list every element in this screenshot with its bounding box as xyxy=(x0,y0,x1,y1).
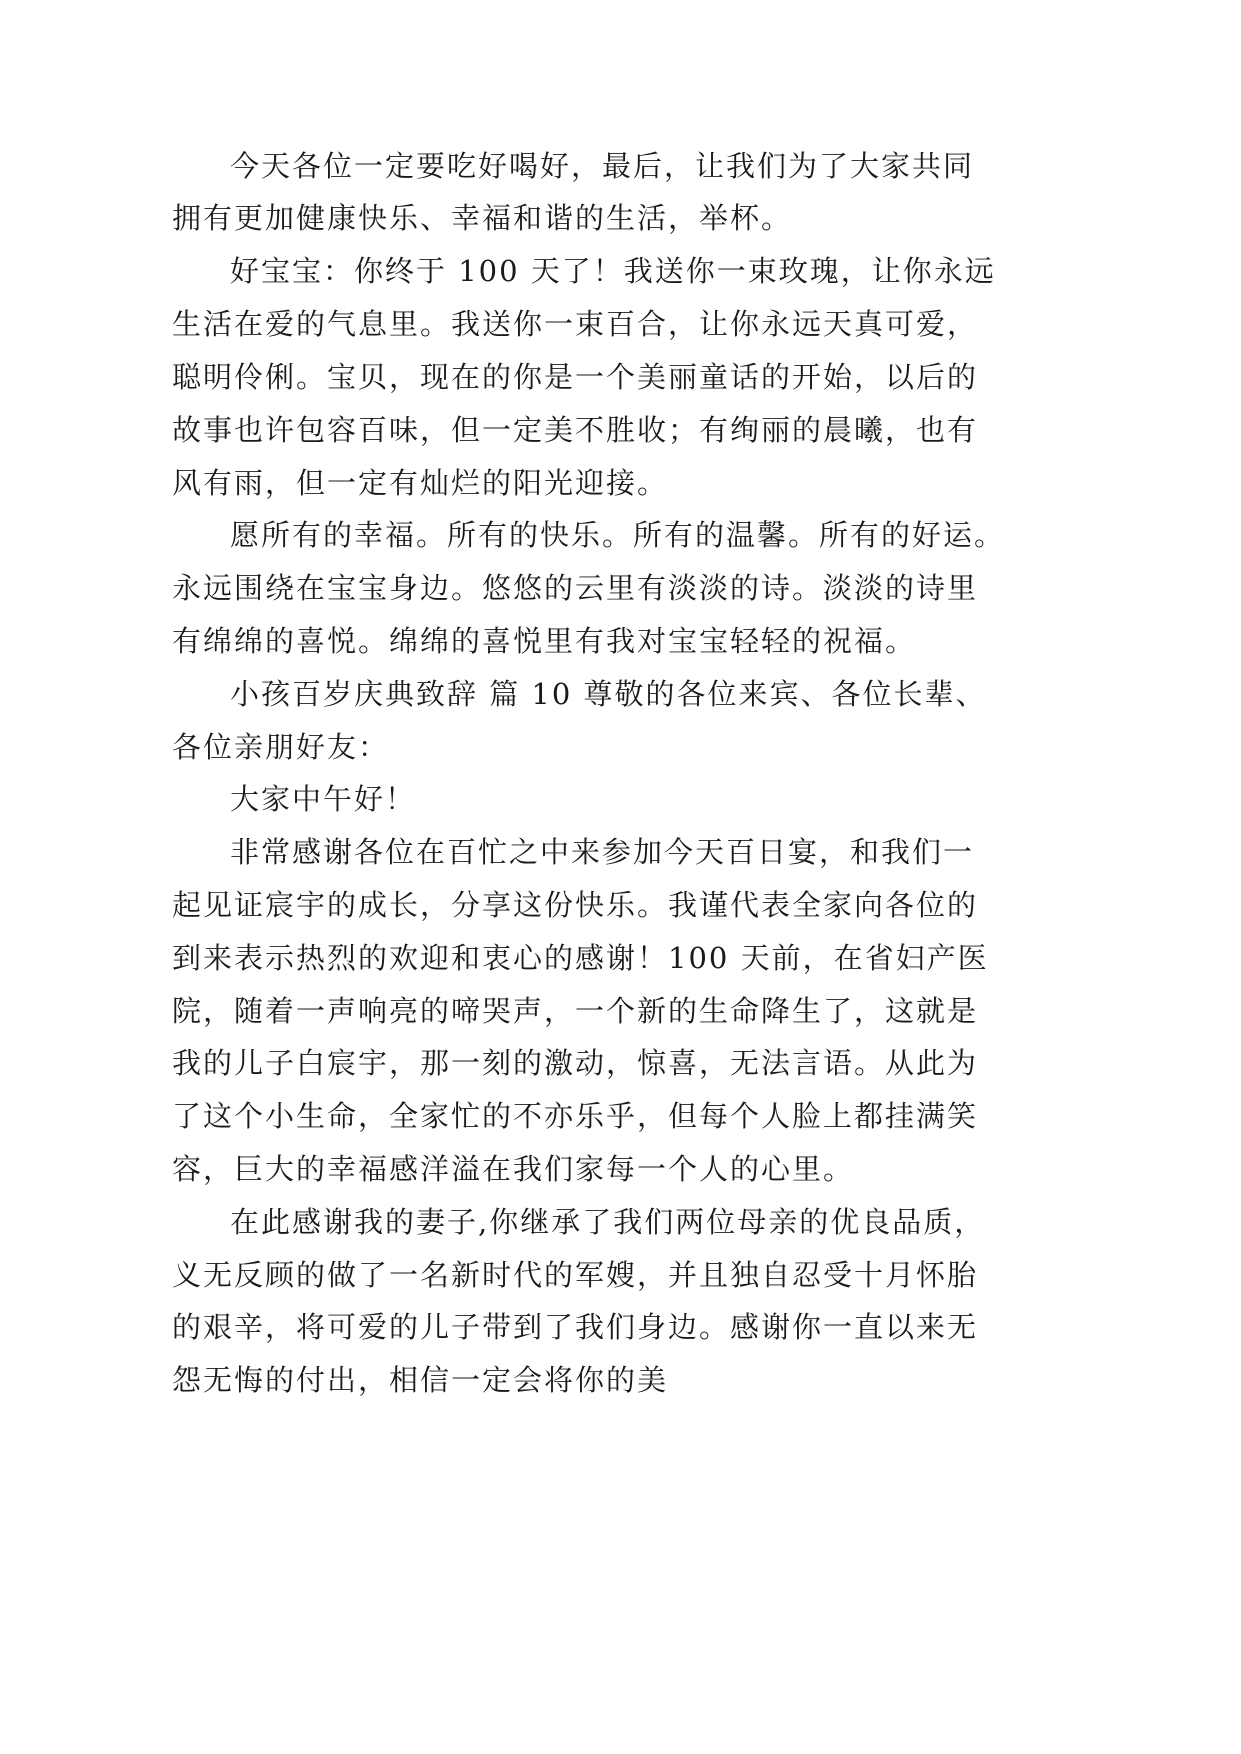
text-line-22: 义无反顾的做了一名新时代的军嫂，并且独自忍受十月怀胎 xyxy=(172,1258,979,1292)
text-line-5: 聪明伶俐。宝贝，现在的你是一个美丽童话的开始，以后的 xyxy=(172,360,979,394)
text-line-6: 故事也许包容百味，但一定美不胜收；有绚丽的晨曦，也有 xyxy=(172,413,979,447)
text-line-15: 起见证宸宇的成长，分享这份快乐。我谨代表全家向各位的 xyxy=(172,888,979,922)
text-line-19: 了这个小生命，全家忙的不亦乐乎，但每个人脸上都挂满笑 xyxy=(172,1099,979,1133)
text-line-11: 小孩百岁庆典致辞 篇 10 尊敬的各位来宾、各位长辈、 xyxy=(230,677,987,711)
text-line-1: 今天各位一定要吃好喝好，最后，让我们为了大家共同 xyxy=(230,149,975,183)
text-line-9: 永远围绕在宝宝身边。悠悠的云里有淡淡的诗。淡淡的诗里 xyxy=(172,571,979,605)
text-line-14: 非常感谢各位在百忙之中来参加今天百日宴，和我们一 xyxy=(230,835,975,869)
text-line-13: 大家中午好！ xyxy=(230,782,417,816)
text-line-17: 院，随着一声响亮的啼哭声，一个新的生命降生了，这就是 xyxy=(172,994,979,1028)
text-line-3: 好宝宝：你终于 100 天了！我送你一束玫瑰，让你永远 xyxy=(230,254,996,288)
text-line-18: 我的儿子白宸宇，那一刻的激动，惊喜，无法言语。从此为 xyxy=(172,1046,979,1080)
text-line-12: 各位亲朋好友： xyxy=(172,730,390,764)
text-line-23: 的艰辛，将可爱的儿子带到了我们身边。感谢你一直以来无 xyxy=(172,1310,979,1344)
text-line-16: 到来表示热烈的欢迎和衷心的感谢！100 天前，在省妇产医 xyxy=(172,941,989,975)
text-line-2: 拥有更加健康快乐、幸福和谐的生活，举杯。 xyxy=(172,201,793,235)
text-line-24: 怨无悔的付出，相信一定会将你的美 xyxy=(172,1363,669,1397)
text-line-20: 容，巨大的幸福感洋溢在我们家每一个人的心里。 xyxy=(172,1152,855,1186)
text-line-21: 在此感谢我的妻子,你继承了我们两位母亲的优良品质， xyxy=(230,1205,986,1239)
text-line-7: 风有雨，但一定有灿烂的阳光迎接。 xyxy=(172,466,669,500)
text-line-10: 有绵绵的喜悦。绵绵的喜悦里有我对宝宝轻轻的祝福。 xyxy=(172,624,917,658)
text-line-4: 生活在爱的气息里。我送你一束百合，让你永远天真可爱， xyxy=(172,307,979,341)
text-line-8: 愿所有的幸福。所有的快乐。所有的温馨。所有的好运。 xyxy=(230,518,1006,552)
